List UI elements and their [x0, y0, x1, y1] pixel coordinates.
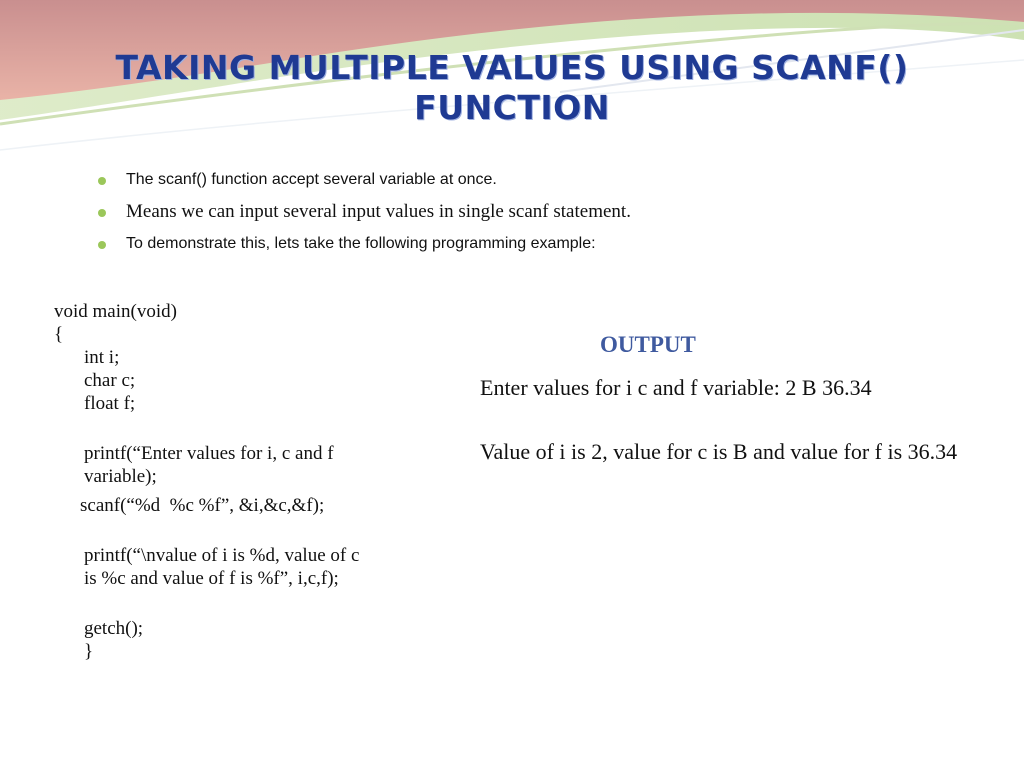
bullet-text-3: To demonstrate this, lets take the following programming example:	[126, 235, 596, 252]
code-line: }	[84, 641, 94, 662]
bullet-item-1	[98, 168, 631, 192]
bullet-dot-icon	[98, 209, 106, 217]
code-line: getch();	[84, 618, 144, 639]
code-line: printf(“Enter values for i, c and f	[84, 443, 334, 464]
slide-title	[40, 48, 984, 128]
output-line-1: Enter values for i c and f variable: 2 B 36.34	[480, 375, 872, 400]
bullet-list	[98, 168, 631, 264]
code-line: variable);	[84, 466, 157, 487]
bullet-dot-icon	[98, 177, 106, 185]
slide-title-line2: FUNCTION	[414, 88, 610, 127]
bullet-text-2: Means we can input several input values in single scanf statement.	[126, 201, 631, 222]
code-block	[54, 300, 359, 663]
output-heading: OUTPUT	[600, 332, 696, 357]
code-line: float f;	[84, 393, 136, 414]
code-line: {	[54, 324, 64, 345]
code-line: is %c and value of f is %f”, i,c,f);	[84, 568, 339, 589]
code-line: scanf(“%d %c %f”, &i,&c,&f);	[80, 495, 325, 516]
bullet-item-3	[98, 232, 631, 256]
code-line: void main(void)	[54, 301, 177, 322]
code-line: int i;	[84, 347, 120, 368]
code-line: char c;	[84, 370, 136, 391]
slide-title-line1: TAKING MULTIPLE VALUES USING SCANF()	[115, 48, 909, 87]
bullet-dot-icon	[98, 241, 106, 249]
bullet-text-1: The scanf() function accept several variable at once.	[126, 171, 497, 188]
bullet-item-2	[98, 200, 631, 224]
output-line-2: Value of i is 2, value for c is B and value for f is 36.34	[480, 439, 958, 464]
code-line: printf(“\nvalue of i is %d, value of c	[84, 545, 360, 566]
